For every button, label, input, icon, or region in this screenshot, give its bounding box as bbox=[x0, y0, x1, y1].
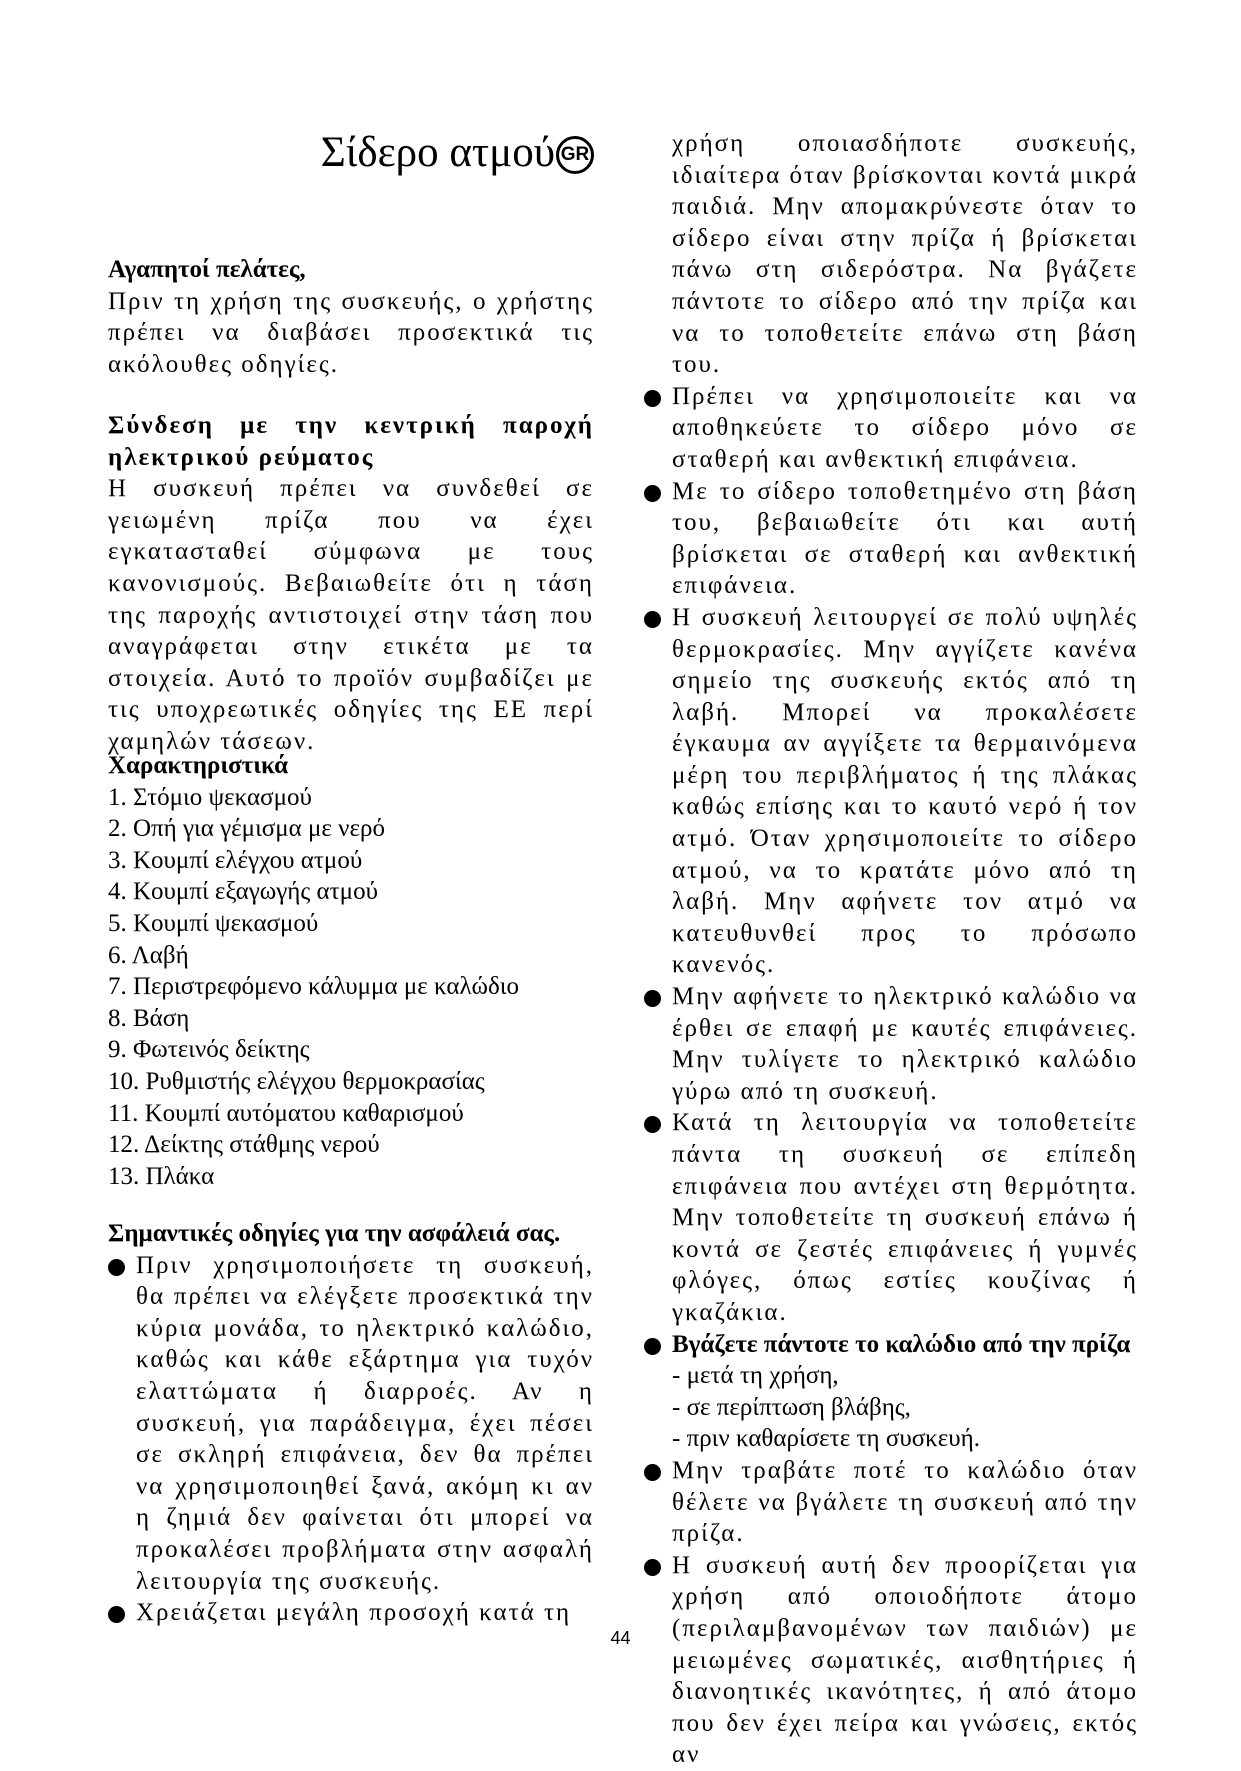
unplug-list bbox=[644, 1360, 1138, 1455]
features-list bbox=[108, 782, 594, 1193]
page-title: Σίδερο ατμού bbox=[320, 129, 555, 176]
bullet-dot-icon bbox=[644, 1116, 661, 1133]
unplug-item: - σε περίπτωση βλάβης, bbox=[672, 1393, 911, 1421]
right-bullets bbox=[644, 381, 1138, 1360]
unplug-item: - πριν καθαρίσετε τη συσκευή. bbox=[672, 1425, 980, 1453]
unplug-bullet bbox=[644, 1329, 1138, 1361]
unplug-item: - μετά τη χρήση, bbox=[672, 1362, 839, 1390]
right-bullets-after bbox=[644, 1455, 1138, 1771]
feature-item: 12. Δείκτης στάθμης νερού bbox=[108, 1131, 380, 1159]
safety-bullet bbox=[108, 1250, 594, 1598]
bullet-dot-icon bbox=[644, 485, 661, 502]
bullet-dot-icon bbox=[644, 990, 661, 1007]
right-bullet-text: Κατά τη λειτουργία να τοποθετείτε πάντα τη συσκευή σε επίπεδη επιφάνεια που αντέχει στη θερμότητα. Μην τοποθετείτε τη συσκευή επάνω ή κοντά σε ζεστές επιφάνειες ή γυμνές φλόγες, όπως εστίες κουζίνας ή γκαζάκια. bbox=[672, 1109, 1138, 1326]
continued-text: χρήση οποιασδήποτε συσκευής, ιδιαίτερα όταν βρίσκονται κοντά μικρά παιδιά. Μην απομακρύνεστε όταν το σίδερο είναι στην πρίζα ή βρίσκεται πάνω στη σιδερόστρα. Να βγάζετε πάντοτε το σίδερο από την πρίζα και να το τοποθετείτε επάνω στη βάση του. bbox=[672, 130, 1138, 379]
bullet-dot-icon bbox=[644, 1464, 661, 1481]
bullet-dot-icon bbox=[644, 611, 661, 628]
bullet-dot-icon bbox=[644, 1338, 661, 1355]
bullet-dot-icon bbox=[644, 1559, 661, 1576]
feature-item: 13. Πλάκα bbox=[108, 1162, 215, 1190]
bullet-dot-icon bbox=[644, 390, 661, 407]
feature-item: 11. Κουμπί αυτόματου καθαρισμού bbox=[108, 1099, 464, 1127]
right-bullet-text: Με το σίδερο τοποθετημένο στη βάση του, βεβαιωθείτε ότι και αυτή βρίσκεται σε σταθερή και ανθεκτική επιφάνεια. bbox=[672, 477, 1138, 600]
connection-heading: Σύνδεση με την κεντρική παροχή ηλεκτρικού ρεύματος bbox=[108, 412, 594, 471]
right-bullet bbox=[644, 602, 1138, 981]
right-bullet-text: Η συσκευή αυτή δεν προορίζεται για χρήση από οποιοδήποτε άτομο (περιλαμβανομένων των παιδιών) με μειωμένες σωματικές, αισθητήριες ή διανοητικές ικανότητες, ή από άτομο που δεν έχει πείρα και γνώσεις, εκτός αν bbox=[672, 1551, 1138, 1769]
right-bullet bbox=[644, 381, 1138, 476]
title-row bbox=[321, 128, 594, 178]
connection-text: Η συσκευή πρέπει να συνδεθεί σε γειωμένη πρίζα που να έχει εγκατασταθεί σύμφωνα με τους κανονισμούς. Βεβαιωθείτε ότι η τάση της παροχής αντιστοιχεί στην τάση που αναγράφεται στην ετικέτα με τα στοιχεία. Αυτό το προϊόν συμβαδίζει με τις υποχρεωτικές οδηγίες της ΕΕ περί χαμηλών τάσεων. bbox=[108, 475, 594, 755]
right-bullet-text: Πρέπει να χρησιμοποιείτε και να αποθηκεύετε το σίδερο μόνο σε σταθερή και ανθεκτική επιφάνεια. bbox=[672, 382, 1138, 473]
safety-section bbox=[108, 1218, 594, 1629]
safety-heading: Σημαντικές οδηγίες για την ασφάλειά σας. bbox=[108, 1220, 561, 1247]
greeting-heading: Αγαπητοί πελάτες, bbox=[108, 256, 306, 283]
language-badge: GR bbox=[556, 136, 594, 174]
safety-bullet-text: Πριν χρησιμοποιήσετε τη συσκευή, θα πρέπει να ελέγξετε προσεκτικά την κύρια μονάδα, το ηλεκτρικό καλώδιο, καθώς και κάθε εξάρτημα για τυχόν ελαττώματα ή διαρροές. Αν η συσκευή, για παράδειγμα, έχει πέσει σε σκληρή επιφάνεια, δεν θα πρέπει να χρησιμοποιηθεί ξανά, ακόμη κι αν η ζημιά δεν φαίνεται ότι μπορεί να προκαλέσει προβλήματα στην ασφαλή λειτουργία της συσκευής. bbox=[136, 1251, 594, 1595]
right-bullet bbox=[644, 981, 1138, 1107]
feature-item: 1. Στόμιο ψεκασμού bbox=[108, 783, 312, 811]
feature-item: 9. Φωτεινός δείκτης bbox=[108, 1036, 310, 1064]
features-heading: Χαρακτηριστικά bbox=[108, 752, 289, 779]
bullet-dot-icon bbox=[108, 1606, 125, 1623]
features-section bbox=[108, 750, 594, 1192]
connection-section bbox=[108, 410, 594, 758]
feature-item: 10. Ρυθμιστής ελέγχου θερμοκρασίας bbox=[108, 1067, 485, 1095]
right-bullet-text: Μην τραβάτε ποτέ το καλώδιο όταν θέλετε να βγάλετε τη συσκευή από την πρίζα. bbox=[672, 1456, 1138, 1548]
feature-item: 7. Περιστρεφόμενο κάλυμμα με καλώδιο bbox=[108, 973, 520, 1001]
safety-bullet-text: Χρειάζεται μεγάλη προσοχή κατά τη bbox=[136, 1599, 572, 1627]
feature-item: 5. Κουμπί ψεκασμού bbox=[108, 909, 319, 937]
right-bullet-text: Μην αφήνετε το ηλεκτρικό καλώδιο να έρθει σε επαφή με καυτές επιφάνειες. Μην τυλίγετε το ηλεκτρικό καλώδιο γύρω από τη συσκευή. bbox=[672, 983, 1138, 1105]
bullet-dot-icon bbox=[108, 1259, 125, 1276]
feature-item: 4. Κουμπί εξαγωγής ατμού bbox=[108, 878, 378, 906]
right-bullet bbox=[644, 476, 1138, 602]
page-number: 44 bbox=[610, 1628, 631, 1648]
left-column bbox=[108, 0, 594, 1640]
right-bullet-text: Η συσκευή λειτουργεί σε πολύ υψηλές θερμοκρασίες. Μην αγγίζετε κανένα σημείο της συσκευής εκτός από τη λαβή. Μπορεί να προκαλέσετε έγκαυμα αν αγγίξετε τα θερμαινόμενα μέρη του περιβλήματος ή της πλάκας καθώς επίσης και το καυτό νερό ή τον ατμό. Όταν χρησιμοποιείτε το σίδερο ατμού, να το κρατάτε μόνο από τη λαβή. Μην αφήνετε τον ατμό να κατευθυνθεί προς το πρόσωπο κανενός. bbox=[672, 603, 1138, 979]
feature-item: 6. Λαβή bbox=[108, 941, 189, 969]
right-bullet bbox=[644, 1550, 1138, 1771]
unplug-heading: Βγάζετε πάντοτε το καλώδιο από την πρίζα bbox=[672, 1330, 1131, 1358]
right-bullet bbox=[644, 1455, 1138, 1550]
right-content bbox=[644, 128, 1138, 1771]
right-column bbox=[644, 0, 1138, 1769]
feature-item: 8. Βάση bbox=[108, 1004, 190, 1032]
feature-item: 2. Οπή για γέμισμα με νερό bbox=[108, 815, 385, 843]
greeting-text: Πριν τη χρήση της συσκευής, ο χρήστης πρέπει να διαβάσει προσεκτικά τις ακόλουθες οδηγίες. bbox=[108, 287, 594, 378]
feature-item: 3. Κουμπί ελέγχου ατμού bbox=[108, 846, 363, 874]
safety-bullet bbox=[108, 1597, 594, 1629]
greeting-section bbox=[108, 254, 594, 380]
right-bullet bbox=[644, 1107, 1138, 1328]
safety-bullets bbox=[108, 1250, 594, 1629]
